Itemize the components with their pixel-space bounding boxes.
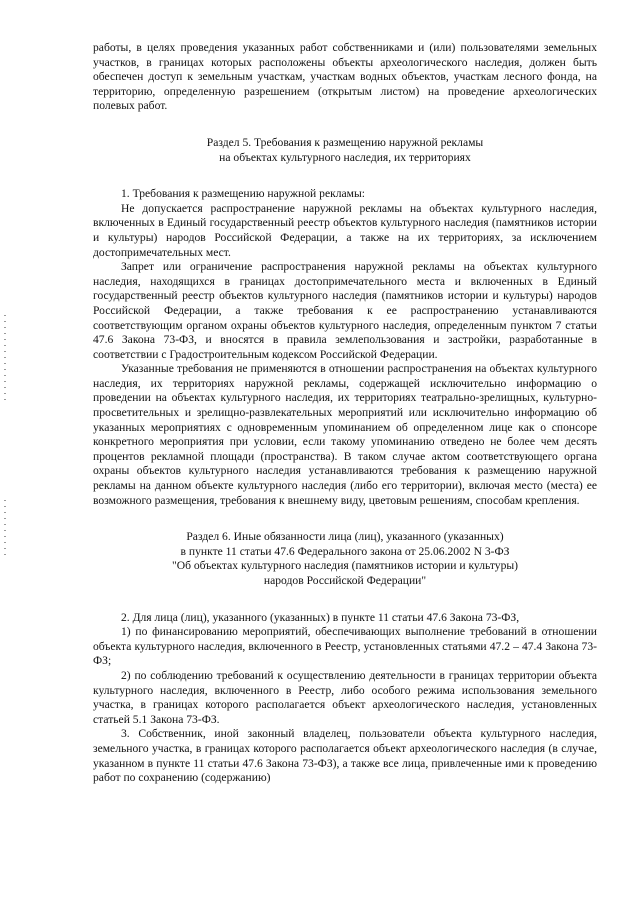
section6-subitem2: 2) по соблюдению требований к осуществлению деятельности в границах территории объекта культурного наследия, включенного в Реестр, либо особого режима использования земельного участка, в границах которого располагается объект археологического наследия, установленных статьей 5.1 Закона 73-ФЗ. (93, 668, 597, 726)
section6-subitem1: 1) по финансированию мероприятий, обеспечивающих выполнение требований в отношении объекта культурного наследия, включенного в Реестр, установленных статьями 47.2 – 47.4 Закона 73-ФЗ; (93, 625, 597, 668)
section5-paragraph3: Указанные требования не применяются в отношении распространения на объектах культурного наследия, их территориях наружной рекламы, содержащей исключительно информацию о проведении на объектах культурного наследия, их территориях театрально-зрелищных, культурно-просветительных и зрелищно-развлекательных мероприятий или исключительно информацию об указанных мероприятиях с одновременным упоминанием об определенном лице как о спонсоре конкретного мероприятия при условии, если такому упоминанию отведено не более чем десять процентов рекламной площади (пространства). В таком случае актом соответствующего органа охраны объектов культурного наследия устанавливаются требования к размещению наружной рекламы на данном объекте культурного наследия (либо его территории), включая место (места) ее возможного размещения, требования к внешнему виду, цветовым решениям, способам крепления. (93, 362, 597, 507)
document-text (93, 41, 597, 786)
section6-title-line3: "Об объектах культурного наследия (памятников истории и культуры) (171, 559, 519, 573)
section5-title-line1: Раздел 5. Требования к размещению наружной рекламы (206, 135, 484, 149)
section6-item2: 2. Для лица (лиц), указанного (указанных) в пункте 11 статьи 47.6 Закона 73-ФЗ, (121, 610, 520, 624)
section5-paragraph1: Не допускается распространение наружной рекламы на объектах культурного наследия, включенных в Единый государственный реестр объектов культурного наследия (памятников истории и культуры) народов Российской Федерации, а также на их территориях, за исключением достопримечательных мест. (93, 201, 597, 259)
section6-item3: 3. Собственник, иной законный владелец, пользователи объекта культурного наследия, земельного участка, в границах которого располагается объект археологического наследия (в случае, указанном в пункте 11 статьи 47.6 Закона 73-ФЗ), а также все лица, привлеченные ими к проведению работ по сохранению (содержанию) (93, 727, 597, 785)
margin-scan-marks (4, 315, 6, 405)
section6-heading (93, 530, 597, 588)
margin-scan-marks (4, 500, 6, 560)
section6-title-line4: народов Российской Федерации" (263, 574, 427, 587)
section5-title-line2: на объектах культурного наследия, их территориях (219, 150, 471, 164)
section5-paragraph2: Запрет или ограничение распространения наружной рекламы на объектах культурного наследия, находящихся в границах достопримечательного места и включенных в Единый государственный реестр объектов культурного наследия (памятников истории и культуры) народов Российской Федерации, а также требования к ее распространению устанавливаются соответствующим органом охраны объектов культурного наследия, определенным пунктом 7 статьи 47.6 Закона 73-ФЗ, и вносятся в правила землепользования и застройки, разработанные в соответствии с Градостроительным кодексом Российской Федерации. (93, 260, 597, 361)
section5-item1: 1. Требования к размещению наружной рекламы: (121, 187, 366, 201)
section5-heading (93, 136, 597, 165)
section6-title-line2: в пункте 11 статьи 47.6 Федерального закона от 25.06.2002 N 3-ФЗ (180, 544, 510, 558)
intro-paragraph: работы, в целях проведения указанных работ собственниками и (или) пользователями земельных участков, в границах которых расположены объекты археологического наследия, должен быть обеспечен доступ к земельным участкам, участкам водных объектов, участкам лесного фонда, на территорию, определенную разрешением (открытым листом) на проведение археологических полевых работ. (93, 41, 597, 113)
section6-title-line1: Раздел 6. Иные обязанности лица (лиц), указанного (указанных) (186, 530, 504, 544)
